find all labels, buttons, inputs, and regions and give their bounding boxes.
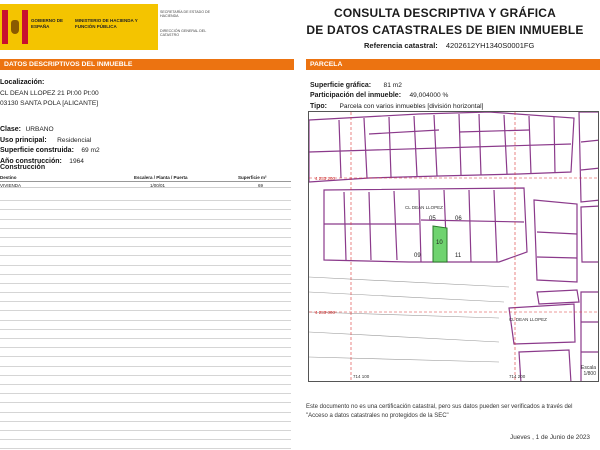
parcel-map-drawing xyxy=(309,112,599,382)
government-logo xyxy=(0,4,158,50)
scale-label: Escala xyxy=(580,365,596,371)
secretaria-label: SECRETARÍA DE ESTADO DE HACIENDA xyxy=(160,10,210,19)
parcel-label-09: 09 xyxy=(414,253,421,259)
clase-label: Clase: xyxy=(0,126,22,133)
table-header xyxy=(0,174,291,182)
address-line1: CL DEAN LLOPEZ 21 Pl:00 Pt:00 xyxy=(0,90,99,97)
document-date: Jueves , 1 de Junio de 2023 xyxy=(510,434,590,441)
superficie-label: Superficie construida: xyxy=(0,147,74,154)
coord-lower-label: 4 233 000 xyxy=(315,310,336,315)
table-row xyxy=(0,182,291,188)
street-label-mid: CL DEAN LLOPEZ xyxy=(509,317,547,322)
street-label-top: CL DEAN LLOPEZ xyxy=(405,205,443,210)
map-scale xyxy=(581,365,596,377)
direccion-label: DIRECCIÓN GENERAL DEL CATASTRO xyxy=(160,28,207,38)
col-escalera: Escalera / Planta / Puerta xyxy=(134,175,188,180)
doc-title-line1: CONSULTA DESCRIPTIVA Y GRÁFICA xyxy=(333,6,556,20)
page-header xyxy=(0,0,600,58)
tipo-value: Parcela con varios inmuebles [división horizontal] xyxy=(339,103,484,110)
superficie-value: 69 m2 xyxy=(81,147,100,154)
col-destino: Destino xyxy=(0,175,17,180)
construccion-label: Construcción xyxy=(0,164,46,171)
col-superficie: Superficie m² xyxy=(238,175,267,180)
participacion-label: Participación del inmueble: xyxy=(310,92,402,99)
row-escalera: 1/00/01 xyxy=(150,183,166,188)
ministry-label: MINISTERIO DE HACIENDA Y FUNCIÓN PÚBLICA xyxy=(75,18,138,29)
spain-coat-of-arms-icon xyxy=(2,10,28,44)
participacion-value: 49,004000 % xyxy=(409,92,449,99)
descriptivos-section-bar: DATOS DESCRIPTIVOS DEL INMUEBLE xyxy=(0,59,294,70)
coord-x2-label: 714 200 xyxy=(509,374,526,379)
ref-label: Referencia catastral: xyxy=(364,41,438,50)
parcela-section-bar: PARCELA xyxy=(306,59,600,70)
sup-grafica-value: 81 m2 xyxy=(383,82,402,89)
uso-label: Uso principal: xyxy=(0,137,47,144)
uso-value: Residencial xyxy=(57,137,92,144)
secretaria-block xyxy=(160,10,220,38)
ano-value: 1964 xyxy=(69,158,84,165)
parcel-label-06: 06 xyxy=(455,216,462,222)
disclaimer-note: Este documento no es una certificación catastral, pero sus datos pueden ser verificados a través del "Acceso a datos catastrales no protegidos de la SEC" xyxy=(306,404,573,419)
doc-title-line2: DE DATOS CATASTRALES DE BIEN INMUEBLE xyxy=(306,23,584,37)
parcel-label-11: 11 xyxy=(455,253,462,259)
coord-upper-label: 4 233 200 xyxy=(315,176,336,181)
construccion-table xyxy=(0,174,291,188)
descriptive-data-panel xyxy=(0,70,294,450)
empty-table-rows xyxy=(0,192,291,449)
ano-label: Año construcción: xyxy=(0,158,62,165)
clase-value: URBANO xyxy=(25,126,54,133)
cadastral-map[interactable] xyxy=(308,111,599,382)
referencia-catastral xyxy=(364,41,534,50)
parcel-label-05: 05 xyxy=(429,216,436,222)
parcel-label-10: 10 xyxy=(436,240,443,246)
gobierno-label: GOBIERNO DE ESPAÑA xyxy=(31,18,64,29)
sup-grafica-label: Superficie gráfica: xyxy=(310,82,372,89)
address-line2: 03130 SANTA POLA [ALICANTE] xyxy=(0,100,99,107)
row-superficie: 69 xyxy=(258,183,264,188)
coord-x1-label: 714 100 xyxy=(353,374,370,379)
localizacion-label: Localización: xyxy=(0,79,45,86)
scale-value: 1/800 xyxy=(583,371,596,377)
ref-value: 4202612YH1340S0001FG xyxy=(445,41,535,50)
tipo-label: Tipo: xyxy=(310,103,327,110)
row-destino: VIVIENDA xyxy=(0,183,22,188)
